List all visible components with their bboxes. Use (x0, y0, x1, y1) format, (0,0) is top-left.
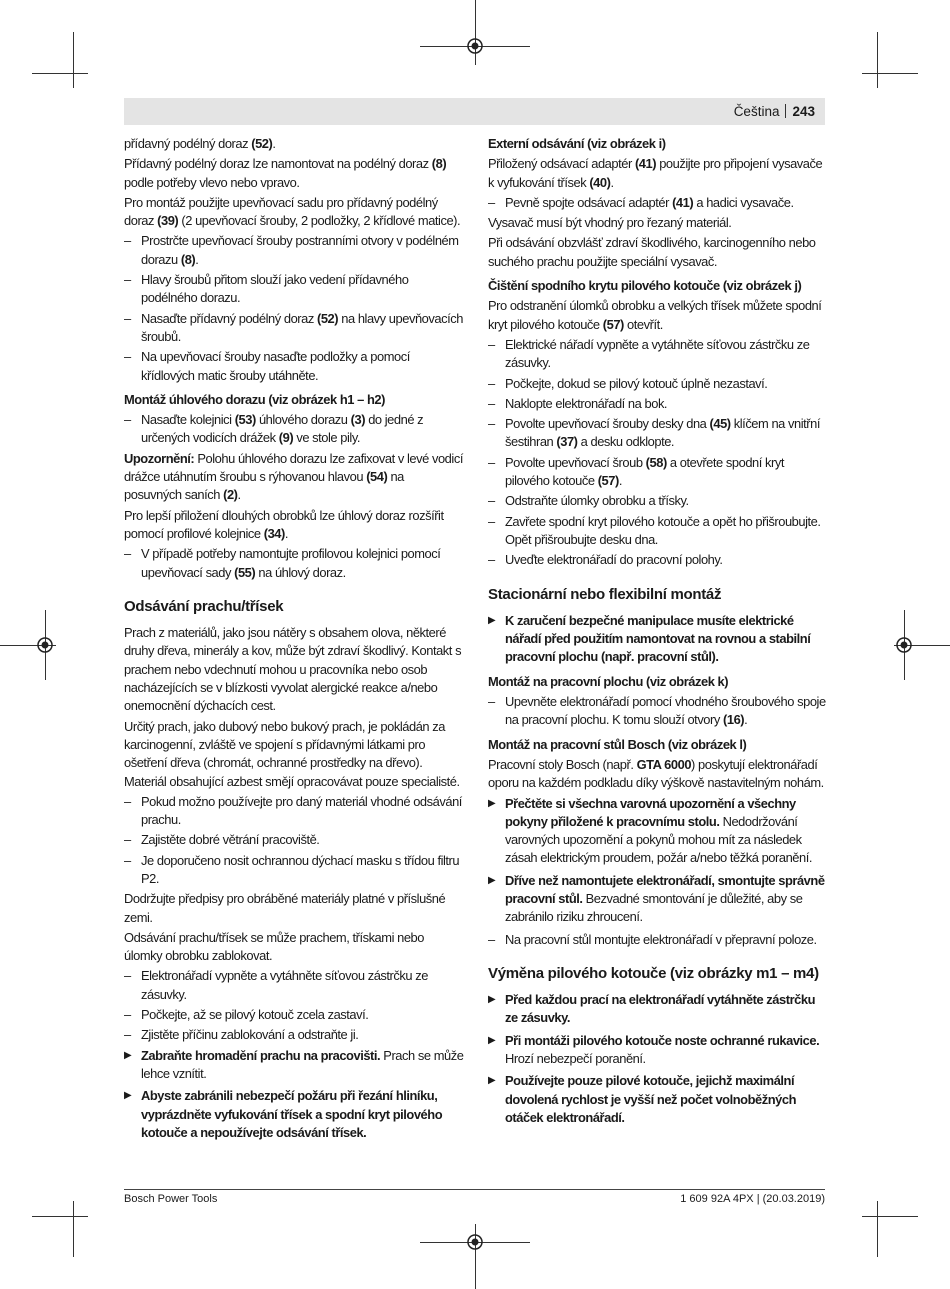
paragraph: Pro odstranění úlomků obrobku a velkých třísek můžete spodní kryt pilového kotouče (57) otevřít. (488, 298, 822, 332)
registration-mark-icon (465, 36, 485, 56)
bullet-item: – Hlavy šroubů přitom slouží jako vedení přídavného podélného dorazu. (124, 271, 464, 308)
bullet-item: – Odstraňte úlomky obrobku a třísky. (488, 492, 826, 510)
subheading: Externí odsávání (viz obrázek i) (488, 136, 666, 151)
paragraph: Dodržujte předpisy pro obráběné materiály platné v příslušné zemi. (124, 891, 446, 925)
footer-brand: Bosch Power Tools (124, 1193, 218, 1205)
bullet-item: – Nasaďte kolejnici (53) úhlového dorazu (3) do jedné z určených vodicích drážek (9) ve stole pily. (124, 411, 464, 448)
bullet-item: – Povolte upevňovací šrouby desky dna (45) klíčem na vnitřní šestihran (37) a desku odklopte. (488, 415, 826, 452)
warning-item: ▶ Před každou prací na elektronářadí vytáhněte zástrčku ze zásuvky. (488, 991, 826, 1028)
bullet-item: – Elektronářadí vypněte a vytáhněte síťovou zástrčku ze zásuvky. (124, 967, 464, 1004)
warning-item: ▶ Při montáži pilového kotouče noste ochranné rukavice. Hrozí nebezpečí poranění. (488, 1032, 826, 1069)
bullet-item: – Povolte upevňovací šroub (58) a otevřete spodní kryt pilového kotouče (57). (488, 454, 826, 491)
header-separator (785, 104, 786, 118)
bullet-item: – Zajistěte dobré větrání pracoviště. (124, 831, 464, 849)
warning-item: ▶ Přečtěte si všechna varovná upozornění a všechny pokyny přiložené k pracovnímu stolu. Nedodržování varovných upozornění a pokynů mohou mít za následek zásah elektrickým proudem, požár a/nebo těžká poranění. (488, 795, 826, 868)
paragraph: Prach z materiálů, jako jsou nátěry s obsahem olova, některé druhy dřeva, minerály a kov, může být zdraví škodlivý. Kontakt s prachem nebo vdechnutí mohou u pracovníka nebo osob nacházejících se v blízkosti vyvolat alergické reakce a/nebo onemocnění dýchacích cest. (124, 625, 462, 714)
paragraph: Přiložený odsávací adaptér (41) použijte pro připojení vysavače k vyfukování třísek (40). (488, 156, 823, 190)
section-heading: Odsávání prachu/třísek (124, 597, 284, 615)
bullet-item: – Na pracovní stůl montujte elektronářadí v přepravní poloze. (488, 931, 826, 949)
bullet-item: – Naklopte elektronářadí na bok. (488, 395, 826, 413)
bullet-item: – Pokud možno používejte pro daný materiál vhodné odsávání prachu. (124, 793, 464, 830)
bullet-item: – V případě potřeby namontujte profilovou kolejnici pomocí upevňovací sady (55) na úhlový doraz. (124, 545, 464, 582)
section-heading: Výměna pilového kotouče (viz obrázky m1 – m4) (488, 964, 819, 982)
bullet-item: – Je doporučeno nosit ochrannou dýchací masku s třídou filtru P2. (124, 852, 464, 889)
crop-mark (877, 32, 878, 88)
paragraph: Vysavač musí být vhodný pro řezaný materiál. (488, 215, 732, 231)
footer-doc-id: 1 609 92A 4PX | (20.03.2019) (680, 1193, 825, 1205)
registration-mark-icon (35, 635, 55, 655)
bullet-item: – Pevně spojte odsávací adaptér (41) a hadici vysavače. (488, 194, 826, 212)
paragraph: Při odsávání obzvlášť zdraví škodlivého, karcinogenního nebo suchého prachu použijte speciální vysavač. (488, 235, 816, 269)
registration-mark-icon (894, 635, 914, 655)
paragraph: Upozornění: Polohu úhlového dorazu lze zafixovat v levé vodicí drážce utáhnutím šroubu s rýhovanou hlavou (54) na posuvných saních (2). (124, 450, 463, 503)
header-band (124, 98, 825, 125)
paragraph: přídavný podélný doraz (52). (124, 136, 276, 151)
crop-mark (32, 73, 88, 74)
section-heading: Stacionární nebo flexibilní montáž (488, 585, 722, 603)
warning-item: ▶ Abyste zabránili nebezpečí požáru při řezání hliníku, vyprázdněte vyfukování třísek a spodní kryt pilového kotouče a nepoužívejte odsávání třísek. (124, 1087, 464, 1142)
bullet-item: – Počkejte, dokud se pilový kotouč úplně nezastaví. (488, 375, 826, 393)
page-number: 243 (792, 104, 815, 119)
header-language: Čeština (733, 104, 780, 119)
paragraph: Pracovní stoly Bosch (např. GTA 6000) poskytují elektronářadí oporu na každém podkladu díky výškově nastavitelným nohám. (488, 756, 824, 791)
bullet-item: – Prostrčte upevňovací šrouby postranními otvory v podélném dorazu (8). (124, 232, 464, 269)
crop-mark (73, 32, 74, 88)
warning-item: ▶ K zaručení bezpečné manipulace musíte elektrické nářadí před použitím namontovat na rovnou a stabilní pracovní plochu (např. pracovní stůl). (488, 612, 826, 667)
paragraph: Přídavný podélný doraz lze namontovat na podélný doraz (8) podle potřeby vlevo nebo vpravo. (124, 156, 447, 190)
bullet-item: – Upevněte elektronářadí pomocí vhodného šroubového spoje na pracovní plochu. K tomu slouží otvory (16). (488, 693, 826, 730)
paragraph: Pro montáž použijte upevňovací sadu pro přídavný podélný doraz (39) (2 upevňovací šrouby, 2 podložky, 2 křídlové matice). (124, 194, 461, 229)
bullet-item: – Zjistěte příčinu zablokování a odstraňte ji. (124, 1026, 464, 1044)
warning-item: ▶ Zabraňte hromadění prachu na pracovišti. Prach se může lehce vznítit. (124, 1047, 464, 1084)
crop-mark (32, 1216, 88, 1217)
bullet-item: – Na upevňovací šrouby nasaďte podložky a pomocí křídlových matic šrouby utáhněte. (124, 348, 464, 385)
right-column (488, 135, 826, 1131)
subheading: Montáž úhlového dorazu (viz obrázek h1 – h2) (124, 391, 385, 407)
warning-item: ▶ Používejte pouze pilové kotouče, jejichž maximální dovolená rychlost je vyšší než počet volnoběžných otáček elektronářadí. (488, 1072, 826, 1127)
crop-mark (73, 1201, 74, 1257)
paragraph: Určitý prach, jako dubový nebo bukový prach, je pokládán za karcinogenní, zvláště ve spojení s přídavnými látkami pro ošetření dřeva (chromát, ochranné prostředky na dřevo). Materiál obsahující azbest smějí opracovávat pouze specialisté. (124, 718, 460, 789)
bullet-item: – Uveďte elektronářadí do pracovní polohy. (488, 551, 826, 569)
crop-mark (862, 73, 918, 74)
left-column (124, 135, 464, 1146)
bullet-item: – Zavřete spodní kryt pilového kotouče a opět ho přišroubujte. Opět přišroubujte desku dna. (488, 513, 826, 550)
page-header (734, 104, 815, 119)
crop-mark (862, 1216, 918, 1217)
footer-rule (124, 1189, 825, 1190)
crop-mark (877, 1201, 878, 1257)
bullet-item: – Elektrické nářadí vypněte a vytáhněte síťovou zástrčku ze zásuvky. (488, 336, 826, 373)
warning-item: ▶ Dříve než namontujete elektronářadí, smontujte správně pracovní stůl. Bezvadné smontování je důležité, aby se zabránilo riziku zhroucení. (488, 872, 826, 927)
subheading: Čištění spodního krytu pilového kotouče (viz obrázek j) (488, 278, 802, 294)
subheading: Montáž na pracovní stůl Bosch (viz obrázek l) (488, 736, 747, 752)
registration-mark-icon (465, 1232, 485, 1252)
bullet-item: – Počkejte, až se pilový kotouč zcela zastaví. (124, 1006, 464, 1024)
bullet-item: – Nasaďte přídavný podélný doraz (52) na hlavy upevňovacích šroubů. (124, 310, 464, 347)
paragraph: Odsávání prachu/třísek se může prachem, třískami nebo úlomky obrobku zablokovat. (124, 929, 424, 964)
paragraph: Pro lepší přiložení dlouhých obrobků lze úhlový doraz rozšířit pomocí profilové kolejnice (34). (124, 507, 444, 541)
subheading: Montáž na pracovní plochu (viz obrázek k) (488, 673, 729, 689)
